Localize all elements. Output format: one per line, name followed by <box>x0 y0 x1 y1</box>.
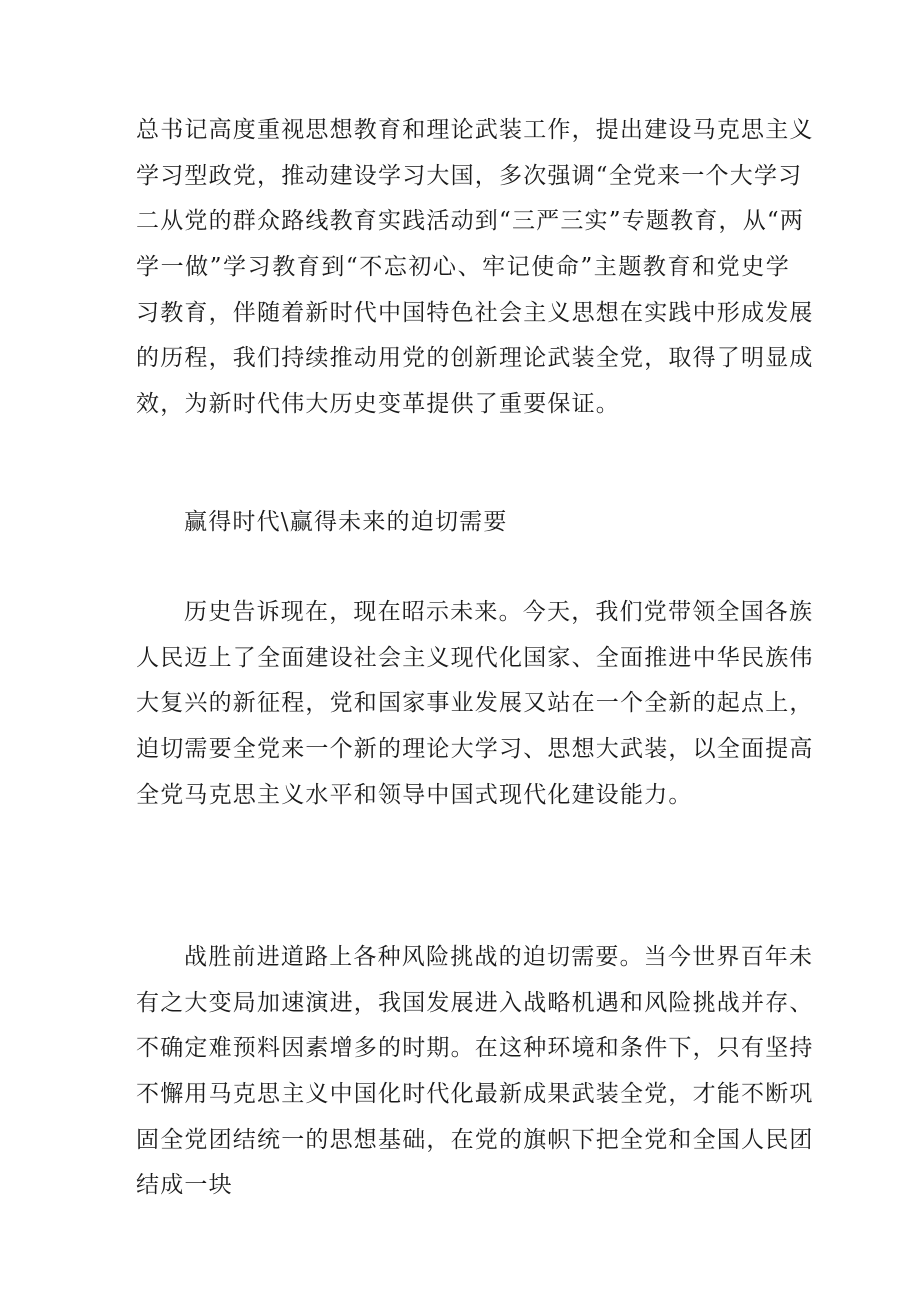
paragraph-1-line-4: 学一做”学习教育到“不忘初心、牢记使命”主题教育和党史学 <box>136 254 790 281</box>
section-heading <box>136 500 790 546</box>
paragraph-3-line-4: 不懈用马克思主义中国化时代化最新成果武装全党，才能不断巩 <box>136 1081 814 1108</box>
paragraph-3-line-5: 固全党团结统一的思想基础，在党的旗帜下把全党和全国人民团 <box>136 1126 814 1153</box>
paragraph-2 <box>136 590 814 818</box>
paragraph-3 <box>136 935 814 1209</box>
paragraph-2-line-3: 大复兴的新征程，党和国家事业发展又站在一个全新的起点上， <box>136 690 814 717</box>
section-heading-text: 赢得时代\赢得未来的迫切需要 <box>184 509 508 535</box>
paragraph-1-line-2: 学习型政党，推动建设学习大国，多次强调“全党来一个大学习 <box>136 162 803 189</box>
paragraph-1-line-1: 总书记高度重视思想教育和理论武装工作，提出建设马克思主义 <box>136 117 814 143</box>
paragraph-1 <box>136 108 814 428</box>
paragraph-2-line-4: 迫切需要全党来一个新的理论大学习、思想大武装，以全面提高 <box>136 736 814 763</box>
paragraph-3-line-3: 不确定难预料因素增多的时期。在这种环境和条件下，只有坚持 <box>136 1035 814 1062</box>
paragraph-1-line-3: 二从党的群众路线教育实践活动到“三严三实”专题教育，从“两 <box>136 208 805 235</box>
paragraph-1-line-6: 的历程，我们持续推动用党的创新理论武装全党，取得了明显成 <box>136 345 814 372</box>
paragraph-3-line-6: 结成一块 <box>136 1172 233 1199</box>
paragraph-2-line-2: 人民迈上了全面建设社会主义现代化国家、全面推进中华民族伟 <box>136 644 814 671</box>
paragraph-1-line-7: 效，为新时代伟大历史变革提供了重要保证。 <box>136 391 620 418</box>
paragraph-3-line-2: 有之大变局加速演进，我国发展进入战略机遇和风险挑战并存、 <box>136 989 814 1016</box>
paragraph-2-line-5: 全党马克思主义水平和领导中国式现代化建设能力。 <box>136 781 693 808</box>
paragraph-2-line-1: 历史告诉现在，现在昭示未来。今天，我们党带领全国各族 <box>184 599 814 625</box>
paragraph-3-line-1: 战胜前进道路上各种风险挑战的迫切需要。当今世界百年未 <box>184 944 814 970</box>
paragraph-1-line-5: 习教育，伴随着新时代中国特色社会主义思想在实践中形成发展 <box>136 299 814 326</box>
